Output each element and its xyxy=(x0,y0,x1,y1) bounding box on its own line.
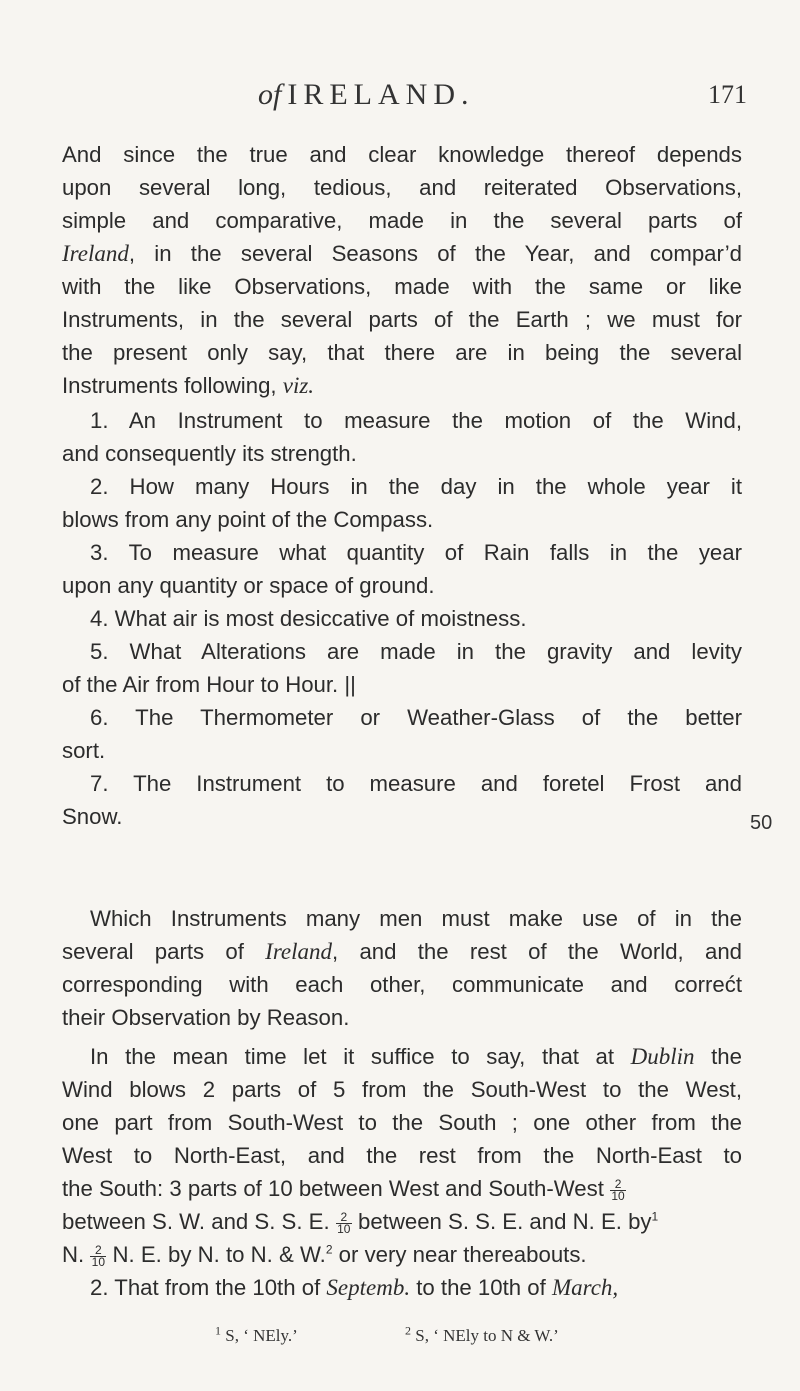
list-item: 4. What air is most desiccative of moistness. xyxy=(90,606,527,631)
page-title: of IRELAND. xyxy=(258,78,475,111)
fraction: $\frac{2}{10}$ xyxy=(337,1210,351,1236)
running-header xyxy=(0,78,800,118)
list-item: 1. An Instrument to measure the motion of the Wind, xyxy=(90,408,742,433)
list-item: 5. What Alterations are made in the gravity and levity xyxy=(90,639,742,664)
margin-line-number: 50 xyxy=(750,812,773,834)
paragraph-intro: And since the true and clear knowledge thereof depends upon several long, tedious, and reiterated Observations, simple and comparative, made in the several parts of Ireland, in the several Seasons of the Year, and compar’d with the like Observations, made with the same or like Instruments, in the several parts of the Earth ; we must for the present only say, that there are in being the several Instruments following, viz. xyxy=(62,142,742,398)
list-item: 6. The Thermometer or Weather-Glass of the better xyxy=(90,705,742,730)
fraction: $\frac{2}{10}$ xyxy=(91,1243,106,1269)
footnote-1: $^1$ S, ‘ NEly.’ xyxy=(215,1323,298,1345)
footnote-ref: 2 xyxy=(325,1242,333,1257)
list-item: 7. The Instrument to measure and foretel Frost and xyxy=(90,771,742,796)
page-number: 171 xyxy=(708,80,747,109)
footnote-ref: 1 xyxy=(651,1209,659,1224)
list-item: 3. To measure what quantity of Rain falls in the year xyxy=(90,540,742,565)
instrument-list: 1. An Instrument to measure the motion of the Wind, and consequently its strength. 2. How many Hours in the day in the whole year it blows from any point of the Compass. 3. To measure what quantity of Rain falls in the year upon any quantity or space of ground. 4. What air is most desiccative of moistness. 5. What Alterations are made in the gravity and levity of the Air from Hour to Hour. || 6. The Thermometer or Weather-Glass of the better sort. 7. The Instrument to measure and foretel Frost and Snow. xyxy=(62,404,742,833)
footnote-2: $^2$ S, ‘ NEly to N & W.’ xyxy=(405,1323,559,1345)
fraction: $\frac{2}{10}$ xyxy=(611,1177,625,1203)
paragraph-instruments: Which Instruments many men must make use of in the several parts of Ireland, and the rest of the World, and corresponding with each other, communicate and correćt their Observation by Reason. xyxy=(62,906,742,1030)
paragraph-dublin-wind: In the mean time let it suffice to say, that at Dublin the Wind blows 2 parts of 5 from the South-West to the West, one part from South-West to the South ; one other from the West to North-East, and the rest from the North-East to the South: 3 parts of 10 between West and South-West $\frac{2}{10}$ between S. W. and S. S. E. $\frac{2}{10}$ between S. S. E. and N. E. $by^1$ N. $\frac{2}{10}$ N. E. by N. to N. & W.$^2$ or very near thereabouts. 2. That from the 10th of Septemb. to the 10th of March, xyxy=(62,1044,742,1300)
list-item: 2. How many Hours in the day in the whole year it xyxy=(90,474,742,499)
footnotes xyxy=(0,1323,800,1356)
